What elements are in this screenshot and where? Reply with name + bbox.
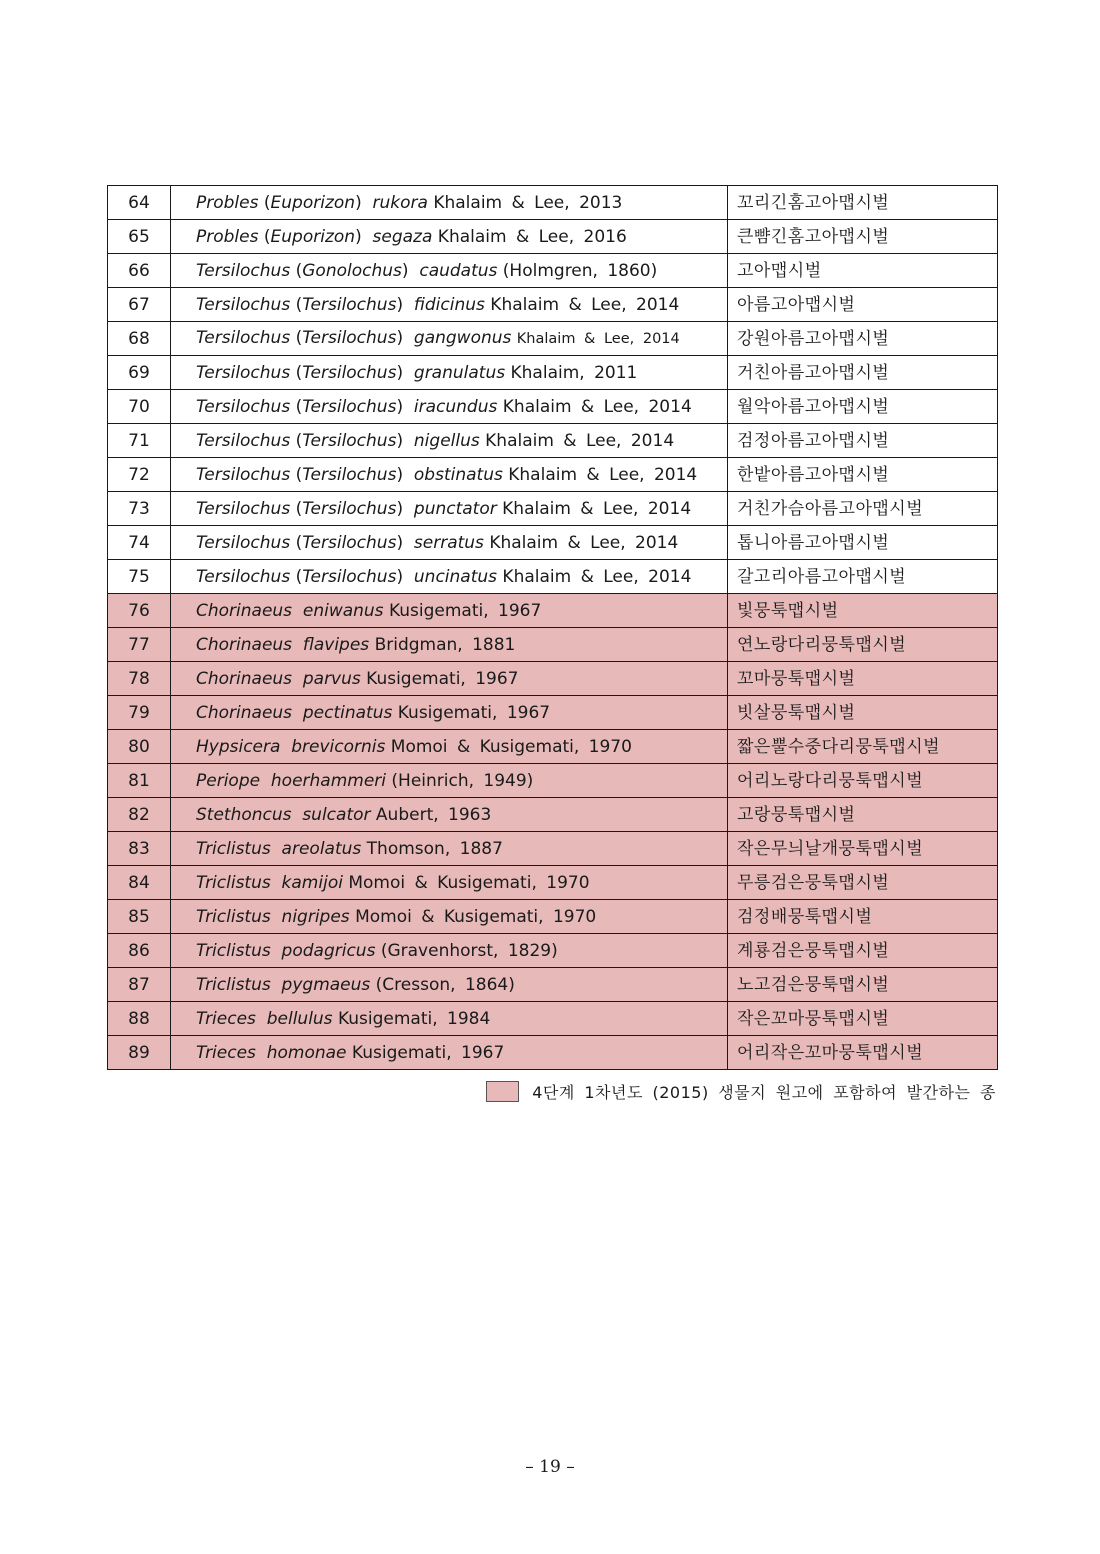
table-row: [108, 628, 998, 662]
scientific-name-cell: Tersilochus (Tersilochus) granulatus Khalaim, 2011: [171, 356, 728, 390]
species-table-body: [108, 186, 998, 1070]
species-epithet: homonae: [266, 1042, 347, 1063]
table-row: [108, 1002, 998, 1036]
table-row: [108, 220, 998, 254]
subgenus-name: Tersilochus: [302, 396, 397, 417]
subgenus-name: Tersilochus: [302, 532, 397, 553]
author-citation: Kusigemati, 1967: [351, 1042, 505, 1063]
genus-name: Triclistus: [196, 838, 271, 859]
genus-name: Periope: [196, 770, 261, 791]
scientific-name-cell: Tersilochus (Tersilochus) punctator Khalaim & Lee, 2014: [171, 492, 728, 526]
genus-name: Tersilochus: [196, 260, 291, 281]
scientific-name-cell: [171, 900, 728, 934]
row-number: 78: [108, 662, 171, 696]
author-citation: Khalaim & Lee, 2014: [489, 532, 679, 553]
author-citation: Khalaim & Lee, 2013: [433, 192, 623, 213]
subgenus-name: Euporizon: [270, 226, 356, 247]
page-number: – 19 –: [525, 1457, 575, 1477]
row-number: 73: [108, 492, 171, 526]
species-epithet: hoerhammeri: [270, 770, 386, 791]
row-number: 82: [108, 798, 171, 832]
species-epithet: iracundus: [413, 396, 498, 417]
author-citation: (Cresson, 1864): [375, 974, 515, 995]
table-row: [108, 730, 998, 764]
scientific-name-cell: Tersilochus (Gonolochus) caudatus (Holmgren, 1860): [171, 254, 728, 288]
korean-name: 노고검은뭉툭맵시벌: [728, 968, 998, 1002]
scientific-name-cell: Probles (Euporizon) segaza Khalaim & Lee, 2016: [171, 220, 728, 254]
korean-name: 톱니아름고아맵시벌: [728, 526, 998, 560]
scientific-name-cell: Tersilochus (Tersilochus) uncinatus Khalaim & Lee, 2014: [171, 560, 728, 594]
table-row: [108, 186, 998, 220]
author-citation: Khalaim, 2011: [510, 362, 638, 383]
genus-name: Tersilochus: [196, 566, 291, 587]
korean-name: 검정아름고아맵시벌: [728, 424, 998, 458]
row-number: 88: [108, 1002, 171, 1036]
genus-name: Probles: [196, 226, 259, 247]
author-citation: (Holmgren, 1860): [502, 260, 658, 281]
row-number: 81: [108, 764, 171, 798]
table-row: [108, 254, 998, 288]
korean-name: 꼬리긴홈고아맵시벌: [728, 186, 998, 220]
genus-name: Chorinaeus: [196, 668, 293, 689]
row-number: 70: [108, 390, 171, 424]
species-epithet: podagricus: [281, 940, 376, 961]
korean-name: 갈고리아름고아맵시벌: [728, 560, 998, 594]
author-citation: Khalaim & Lee, 2014: [502, 396, 692, 417]
legend-text: 4단계 1차년도 (2015) 생물지 원고에 포함하여 발간하는 종: [532, 1083, 996, 1102]
scientific-name-cell: [171, 866, 728, 900]
author-citation: Momoi & Kusigemati, 1970: [390, 736, 632, 757]
author-citation: Khalaim & Lee, 2016: [437, 226, 627, 247]
species-epithet: parvus: [302, 668, 361, 689]
species-epithet: caudatus: [419, 260, 498, 281]
table-row: [108, 560, 998, 594]
legend-swatch: [486, 1081, 519, 1102]
species-epithet: pygmaeus: [281, 974, 371, 995]
species-epithet: nigripes: [281, 906, 350, 927]
subgenus-name: Tersilochus: [302, 566, 397, 587]
author-citation: Khalaim & Lee, 2014: [516, 331, 680, 347]
table-row: [108, 832, 998, 866]
genus-name: Chorinaeus: [196, 702, 293, 723]
genus-name: Hypsicera: [196, 736, 281, 757]
table-row: [108, 866, 998, 900]
row-number: 83: [108, 832, 171, 866]
row-number: 65: [108, 220, 171, 254]
row-number: 64: [108, 186, 171, 220]
table-row: [108, 390, 998, 424]
genus-name: Tersilochus: [196, 464, 291, 485]
table-row: [108, 934, 998, 968]
author-citation: Momoi & Kusigemati, 1970: [348, 872, 590, 893]
species-epithet: kamijoi: [281, 872, 343, 893]
scientific-name-cell: Tersilochus (Tersilochus) gangwonus Khalaim & Lee, 2014: [171, 322, 728, 356]
genus-name: Triclistus: [196, 872, 271, 893]
author-citation: Thomson, 1887: [366, 838, 503, 859]
row-number: 76: [108, 594, 171, 628]
scientific-name-cell: [171, 798, 728, 832]
korean-name: 아름고아맵시벌: [728, 288, 998, 322]
genus-name: Tersilochus: [196, 498, 291, 519]
genus-name: Trieces: [196, 1042, 256, 1063]
korean-name: 어리노랑다리뭉툭맵시벌: [728, 764, 998, 798]
row-number: 89: [108, 1036, 171, 1070]
korean-name: 거친아름고아맵시벌: [728, 356, 998, 390]
genus-name: Chorinaeus: [196, 634, 293, 655]
row-number: 80: [108, 730, 171, 764]
scientific-name-cell: [171, 730, 728, 764]
author-citation: Kusigemati, 1967: [397, 702, 551, 723]
species-epithet: serratus: [413, 532, 484, 553]
species-epithet: pectinatus: [302, 702, 393, 723]
genus-name: Tersilochus: [196, 532, 291, 553]
species-epithet: sulcator: [302, 804, 371, 825]
korean-name: 작은무늬날개뭉툭맵시벌: [728, 832, 998, 866]
author-citation: Khalaim & Lee, 2014: [502, 566, 692, 587]
genus-name: Tersilochus: [196, 362, 291, 383]
table-row: [108, 526, 998, 560]
species-epithet: bellulus: [266, 1008, 333, 1029]
subgenus-name: Tersilochus: [302, 328, 397, 348]
korean-name: 연노랑다리뭉툭맵시벌: [728, 628, 998, 662]
species-epithet: obstinatus: [413, 464, 503, 485]
scientific-name-cell: Tersilochus (Tersilochus) nigellus Khalaim & Lee, 2014: [171, 424, 728, 458]
genus-name: Tersilochus: [196, 328, 291, 348]
row-number: 71: [108, 424, 171, 458]
scientific-name-cell: [171, 968, 728, 1002]
korean-name: 무릉검은뭉툭맵시벌: [728, 866, 998, 900]
table-row: [108, 458, 998, 492]
row-number: 87: [108, 968, 171, 1002]
table-row: [108, 424, 998, 458]
table-row: [108, 968, 998, 1002]
species-epithet: fidicinus: [413, 294, 485, 315]
row-number: 67: [108, 288, 171, 322]
korean-name: 한밭아름고아맵시벌: [728, 458, 998, 492]
korean-name: 빗살뭉툭맵시벌: [728, 696, 998, 730]
genus-name: Probles: [196, 192, 259, 213]
subgenus-name: Tersilochus: [302, 498, 397, 519]
genus-name: Triclistus: [196, 974, 271, 995]
row-number: 75: [108, 560, 171, 594]
row-number: 72: [108, 458, 171, 492]
row-number: 74: [108, 526, 171, 560]
author-citation: Kusigemati, 1984: [337, 1008, 491, 1029]
korean-name: 짧은뿔수중다리뭉툭맵시벌: [728, 730, 998, 764]
subgenus-name: Euporizon: [270, 192, 356, 213]
genus-name: Triclistus: [196, 940, 271, 961]
author-citation: (Heinrich, 1949): [391, 770, 534, 791]
species-epithet: segaza: [372, 226, 433, 247]
table-row: [108, 798, 998, 832]
row-number: 68: [108, 322, 171, 356]
scientific-name-cell: [171, 832, 728, 866]
korean-name: 고랑뭉툭맵시벌: [728, 798, 998, 832]
genus-name: Tersilochus: [196, 294, 291, 315]
scientific-name-cell: Tersilochus (Tersilochus) iracundus Khalaim & Lee, 2014: [171, 390, 728, 424]
table-row: [108, 900, 998, 934]
korean-name: 월악아름고아맵시벌: [728, 390, 998, 424]
species-table: [107, 185, 998, 1070]
korean-name: 큰뺨긴홈고아맵시벌: [728, 220, 998, 254]
row-number: 69: [108, 356, 171, 390]
table-row: [108, 662, 998, 696]
row-number: 79: [108, 696, 171, 730]
subgenus-name: Gonolochus: [302, 260, 402, 281]
legend: [486, 1080, 996, 1103]
korean-name: 어리작은꼬마뭉툭맵시벌: [728, 1036, 998, 1070]
korean-name: 계룡검은뭉툭맵시벌: [728, 934, 998, 968]
subgenus-name: Tersilochus: [302, 362, 397, 383]
korean-name: 꼬마뭉툭맵시벌: [728, 662, 998, 696]
species-epithet: rukora: [372, 192, 428, 213]
table-row: [108, 322, 998, 356]
species-epithet: brevicornis: [291, 736, 386, 757]
scientific-name-cell: [171, 934, 728, 968]
author-citation: Khalaim & Lee, 2014: [508, 464, 698, 485]
scientific-name-cell: [171, 764, 728, 798]
author-citation: Aubert, 1963: [375, 804, 492, 825]
scientific-name-cell: Probles (Euporizon) rukora Khalaim & Lee, 2013: [171, 186, 728, 220]
table-row: [108, 356, 998, 390]
species-epithet: gangwonus: [413, 328, 512, 348]
scientific-name-cell: [171, 628, 728, 662]
genus-name: Triclistus: [196, 906, 271, 927]
author-citation: Kusigemati, 1967: [366, 668, 519, 689]
scientific-name-cell: [171, 1036, 728, 1070]
table-row: [108, 764, 998, 798]
species-epithet: punctator: [413, 498, 497, 519]
species-epithet: granulatus: [413, 362, 506, 383]
author-citation: Momoi & Kusigemati, 1970: [355, 906, 597, 927]
scientific-name-cell: [171, 696, 728, 730]
row-number: 84: [108, 866, 171, 900]
author-citation: Bridgman, 1881: [374, 634, 516, 655]
scientific-name-cell: Tersilochus (Tersilochus) obstinatus Khalaim & Lee, 2014: [171, 458, 728, 492]
row-number: 86: [108, 934, 171, 968]
author-citation: Khalaim & Lee, 2014: [485, 430, 675, 451]
author-citation: Khalaim & Lee, 2014: [490, 294, 680, 315]
table-row: [108, 696, 998, 730]
table-row: [108, 492, 998, 526]
species-epithet: nigellus: [413, 430, 480, 451]
scientific-name-cell: Tersilochus (Tersilochus) fidicinus Khalaim & Lee, 2014: [171, 288, 728, 322]
korean-name: 고아맵시벌: [728, 254, 998, 288]
author-citation: Kusigemati, 1967: [388, 600, 542, 621]
row-number: 85: [108, 900, 171, 934]
korean-name: 빛뭉툭맵시벌: [728, 594, 998, 628]
author-citation: (Gravenhorst, 1829): [380, 940, 558, 961]
row-number: 77: [108, 628, 171, 662]
genus-name: Trieces: [196, 1008, 256, 1029]
korean-name: 작은꼬마뭉툭맵시벌: [728, 1002, 998, 1036]
table-row: [108, 288, 998, 322]
scientific-name-cell: [171, 594, 728, 628]
korean-name: 강원아름고아맵시벌: [728, 322, 998, 356]
table-row: [108, 1036, 998, 1070]
subgenus-name: Tersilochus: [302, 464, 397, 485]
genus-name: Stethoncus: [196, 804, 292, 825]
species-epithet: flavipes: [302, 634, 370, 655]
korean-name: 거친가슴아름고아맵시벌: [728, 492, 998, 526]
korean-name: 검정배뭉툭맵시벌: [728, 900, 998, 934]
row-number: 66: [108, 254, 171, 288]
species-epithet: areolatus: [281, 838, 362, 859]
author-citation: Khalaim & Lee, 2014: [502, 498, 692, 519]
scientific-name-cell: [171, 1002, 728, 1036]
table-row: [108, 594, 998, 628]
species-epithet: eniwanus: [302, 600, 384, 621]
genus-name: Tersilochus: [196, 396, 291, 417]
genus-name: Tersilochus: [196, 430, 291, 451]
scientific-name-cell: [171, 662, 728, 696]
subgenus-name: Tersilochus: [302, 294, 397, 315]
scientific-name-cell: Tersilochus (Tersilochus) serratus Khalaim & Lee, 2014: [171, 526, 728, 560]
species-epithet: uncinatus: [413, 566, 498, 587]
subgenus-name: Tersilochus: [302, 430, 397, 451]
genus-name: Chorinaeus: [196, 600, 293, 621]
